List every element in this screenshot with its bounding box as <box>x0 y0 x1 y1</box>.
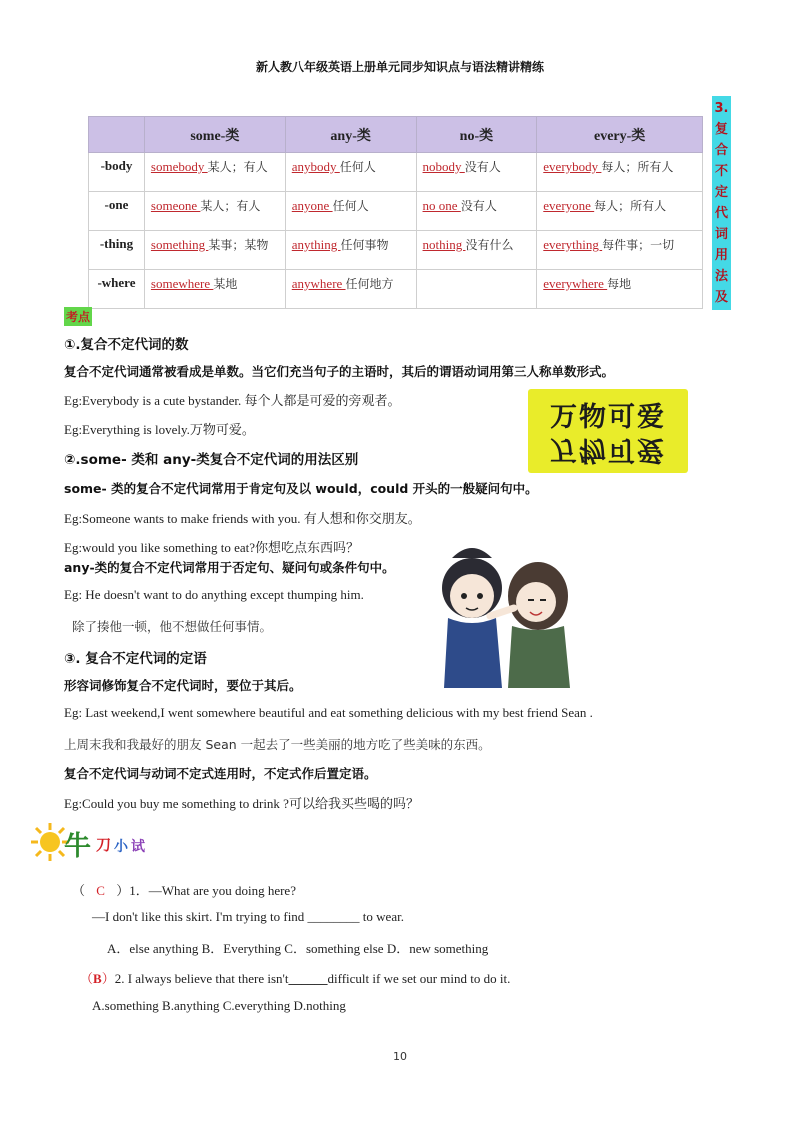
pronoun-meaning: 任何人 <box>339 160 376 174</box>
question-1-line-2: —I don't like this skirt. I'm trying to find ________ to wear. <box>92 909 404 924</box>
table-header-cell: any-类 <box>285 117 416 153</box>
row-header: -one <box>89 192 145 231</box>
table-cell <box>416 270 537 309</box>
side-label-char: 3. <box>714 101 729 116</box>
table-row <box>89 192 703 231</box>
table-cell <box>416 231 537 270</box>
table-row <box>89 231 703 270</box>
section-1-rule: 复合不定代词通常被看成是单数。当它们充当句子的主语时，其后的谓语动词用第三人称单数形式。 <box>64 364 615 379</box>
question-1-answer: C <box>96 883 105 898</box>
table-row <box>89 153 703 192</box>
table-cell <box>144 192 285 231</box>
section-2-rule-1: some- 类的复合不定代词常用于肯定句及以 would，could 开头的一般疑问句中。 <box>64 481 538 496</box>
pronoun-word: everywhere <box>543 276 608 291</box>
pronoun-word: everything <box>543 237 603 252</box>
table-header-row <box>89 117 703 153</box>
pronoun-word: anybody <box>291 159 340 174</box>
row-header: -thing <box>89 231 145 270</box>
section-3-rule-2: 复合不定代词与动词不定式连用时，不定式作后置定语。 <box>64 766 377 781</box>
table-cell <box>285 231 416 270</box>
table-cell <box>144 231 285 270</box>
pronoun-meaning: 没有人 <box>464 160 501 174</box>
table-cell <box>285 270 416 309</box>
side-label-char: 定 <box>714 185 728 200</box>
lovely-everything-image <box>528 389 688 473</box>
section-2-example-3-translation: 除了揍他一顿，他不想做任何事情。 <box>72 619 273 634</box>
table-cell <box>537 192 703 231</box>
pronoun-meaning: 每件事；一切 <box>602 238 675 252</box>
pronoun-word: nobody <box>422 159 465 174</box>
practice-heading-big-char: 牛 <box>64 831 91 862</box>
image-text-top: 万物可爱 <box>550 402 666 433</box>
table-cell <box>537 153 703 192</box>
pronoun-meaning: 某人；有人 <box>200 199 261 213</box>
section-1-title: ①.复合不定代词的数 <box>64 337 189 353</box>
row-header: -body <box>89 153 145 192</box>
pronoun-meaning: 任何事物 <box>340 238 389 252</box>
pronoun-meaning: 任何人 <box>332 199 369 213</box>
pronoun-word: anywhere <box>291 276 346 291</box>
table-cell <box>416 192 537 231</box>
section-1-example-2: Eg:Everything is lovely.万物可爱。 <box>64 422 255 437</box>
table-cell <box>285 192 416 231</box>
pronoun-word: something <box>150 237 209 252</box>
pronoun-word: somebody <box>150 159 208 174</box>
table-row <box>89 270 703 309</box>
pronoun-word: everyone <box>543 198 595 213</box>
cartoon-characters-image <box>430 538 580 696</box>
pronoun-meaning: 某人；有人 <box>207 160 268 174</box>
section-2-title: ②.some- 类和 any-类复合不定代词的用法区别 <box>64 452 359 468</box>
question-1-options: A．else anything B．Everything C．something else D．new something <box>107 941 489 956</box>
pronoun-word: nothing <box>422 237 466 252</box>
section-3-example-1: Eg: Last weekend,I went somewhere beautiful and eat something delicious with my best friend Sean . <box>64 705 593 720</box>
side-label-char: 合 <box>714 143 728 158</box>
section-2-example-3: Eg: He doesn't want to do anything except thumping him. <box>64 587 364 602</box>
question-2-answer: B <box>93 971 102 986</box>
pronoun-word: somewhere <box>150 276 214 291</box>
page-header: 新人教八年级英语上册单元同步知识点与语法精讲精练 <box>255 60 544 74</box>
image-text-bottom-mirrored: 万物可爱 <box>550 434 666 465</box>
practice-heading-char: 刀 <box>96 836 112 854</box>
table-cell <box>537 270 703 309</box>
side-label-char: 及 <box>714 290 728 305</box>
pronoun-meaning: 没有人 <box>460 199 497 213</box>
question-2-line-1 <box>80 968 510 987</box>
side-label-char: 不 <box>714 164 728 179</box>
section-3-title: ③. 复合不定代词的定语 <box>64 651 207 667</box>
table-cell <box>144 270 285 309</box>
side-section-label <box>712 96 731 310</box>
pronoun-meaning: 任何地方 <box>345 277 394 291</box>
section-2-example-1: Eg:Someone wants to make friends with you. 有人想和你交朋友。 <box>64 511 421 526</box>
table-header-cell: no-类 <box>416 117 537 153</box>
question-1-stem: ）1．—What are you doing here? <box>116 883 296 898</box>
side-label-char: 复 <box>714 122 728 137</box>
side-label-char: 词 <box>714 227 728 242</box>
pronoun-meaning: 每人；所有人 <box>601 160 674 174</box>
table-header-cell: some-类 <box>144 117 285 153</box>
pronoun-word: anything <box>291 237 341 252</box>
question-1-line-1 <box>72 880 296 899</box>
pronoun-word: someone <box>150 198 201 213</box>
page-number: 10 <box>393 1050 407 1063</box>
side-label-char: 代 <box>714 206 728 221</box>
row-header: -where <box>89 270 145 309</box>
table-cell <box>285 153 416 192</box>
section-3-example-1-translation: 上周末我和我最好的朋友 Sean 一起去了一些美丽的地方吃了些美味的东西。 <box>64 737 491 752</box>
section-3-example-2: Eg:Could you buy me something to drink ?可以给我买些喝的吗？ <box>64 796 419 811</box>
pronoun-word: anyone <box>291 198 333 213</box>
compound-pronoun-table <box>88 116 703 309</box>
practice-heading-char: 小 <box>114 839 128 855</box>
pronoun-meaning: 每人；所有人 <box>594 199 667 213</box>
question-2-stem-a: 2. I always believe that there isn't <box>114 971 289 986</box>
bracket-close: ） <box>101 971 115 986</box>
practice-heading-char: 试 <box>131 839 145 855</box>
bracket-open: （ <box>80 971 94 986</box>
table-cell <box>537 231 703 270</box>
section-2-example-2: Eg:would you like something to eat?你想吃点东西吗？ <box>64 540 359 555</box>
question-2-options: A.something B.anything C.everything D.nothing <box>92 998 346 1013</box>
pronoun-word: everybody <box>543 159 602 174</box>
section-1-example-1: Eg:Everybody is a cute bystander. 每个人都是可爱的旁观者。 <box>64 393 401 408</box>
table-header-cell: every-类 <box>537 117 703 153</box>
side-label-char: 用 <box>714 248 728 263</box>
pronoun-meaning: 没有什么 <box>465 238 514 252</box>
bracket-open: （ <box>72 883 86 898</box>
pronoun-meaning: 某事；某物 <box>208 238 269 252</box>
table-header-cell <box>89 117 145 153</box>
side-label-char: 法 <box>714 269 728 284</box>
table-cell <box>416 153 537 192</box>
section-2-rule-2: any-类的复合不定代词常用于否定句、疑问句或条件句中。 <box>64 560 395 575</box>
question-2-blank: ______ <box>288 971 328 986</box>
pronoun-word: no one <box>422 198 461 213</box>
pronoun-meaning: 某地 <box>213 277 238 291</box>
section-3-rule-1: 形容词修饰复合不定代词时，要位于其后。 <box>64 678 302 693</box>
table-cell <box>144 153 285 192</box>
question-2-stem-b: difficult if we set our mind to do it. <box>327 971 511 986</box>
key-point-tag: 考点 <box>64 307 92 326</box>
pronoun-meaning: 每地 <box>607 277 632 291</box>
